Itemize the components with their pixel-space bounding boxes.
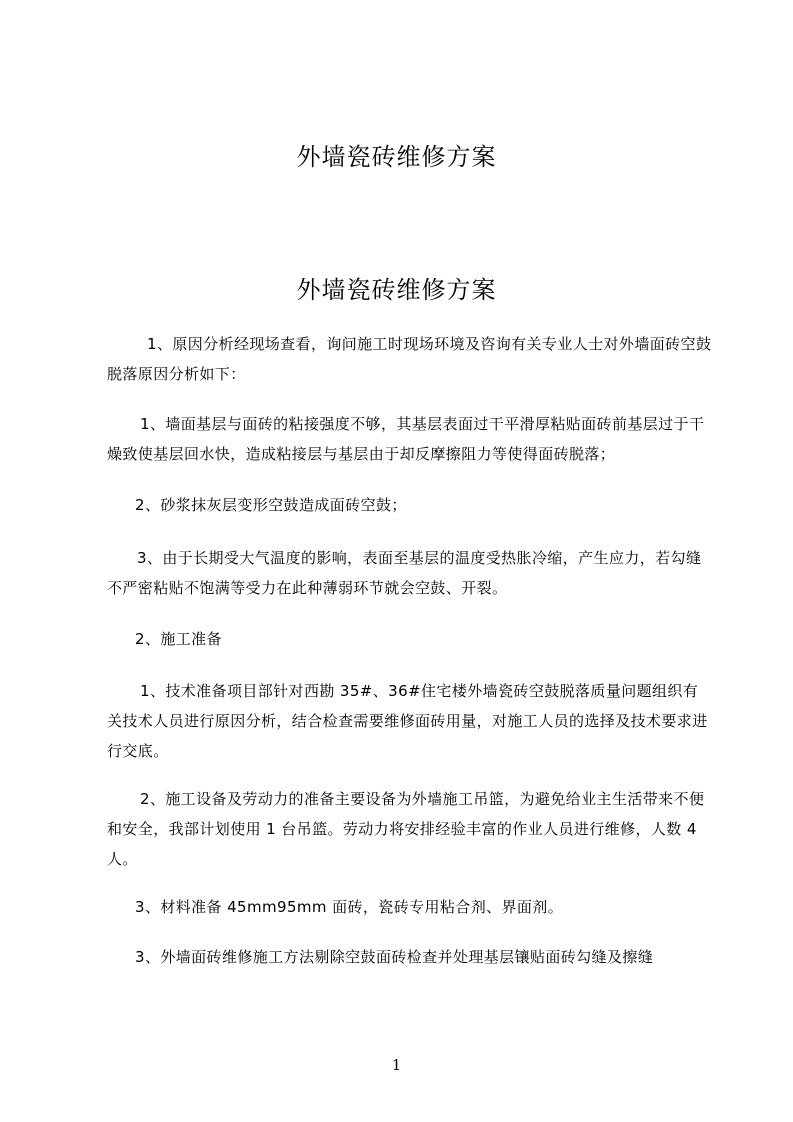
paragraph-method: 3、外墙面砖维修施工方法剔除空鼓面砖检查并处理基层镶贴面砖勾缝及擦缝 — [135, 948, 654, 966]
paragraph-cause-analysis: 1、原因分析经现场查看，询问施工时现场环境及咨询有关专业人士对外墙面砖空鼓脱落原因分析如下： — [107, 335, 712, 383]
paragraph-materials: 3、材料准备 45mm95mm 面砖，瓷砖专用粘合剂、界面剂。 — [135, 898, 564, 916]
body-title: 外墙瓷砖维修方案 — [296, 276, 497, 304]
paragraph-technical-prep: 1、技术准备项目部针对西勘 35#、36#住宅楼外墙瓷砖空鼓脱落质量问题组织有关技术人员进行原因分析，结合检查需要维修面砖用量，对施工人员的选择及技术要求进行交底。 — [107, 682, 708, 760]
paragraph-cause-3: 3、由于长期受大气温度的影响，表面至基层的温度受热胀冷缩，产生应力，若勾缝不严密粘贴不饱满等受力在此种薄弱环节就会空鼓、开裂。 — [107, 549, 702, 597]
paragraph-construction-prep: 2、施工准备 — [135, 630, 222, 648]
paragraph-cause-1: 1、墙面基层与面砖的粘接强度不够，其基层表面过干平滑厚粘贴面砖前基层过于干燥致使基层回水快，造成粘接层与基层由于却反摩擦阻力等使得面砖脱落； — [107, 415, 705, 463]
paragraph-cause-2: 2、砂浆抹灰层变形空鼓造成面砖空鼓； — [135, 496, 407, 514]
paragraph-equipment-labor: 2、施工设备及劳动力的准备主要设备为外墙施工吊篮，为避免给业主生活带来不便和安全，我部计划使用 1 台吊篮。劳动力将安排经验丰富的作业人员进行维修，人数 4 人。 — [107, 790, 705, 868]
cover-title: 外墙瓷砖维修方案 — [296, 143, 497, 171]
page-number: 1 — [391, 1056, 402, 1074]
